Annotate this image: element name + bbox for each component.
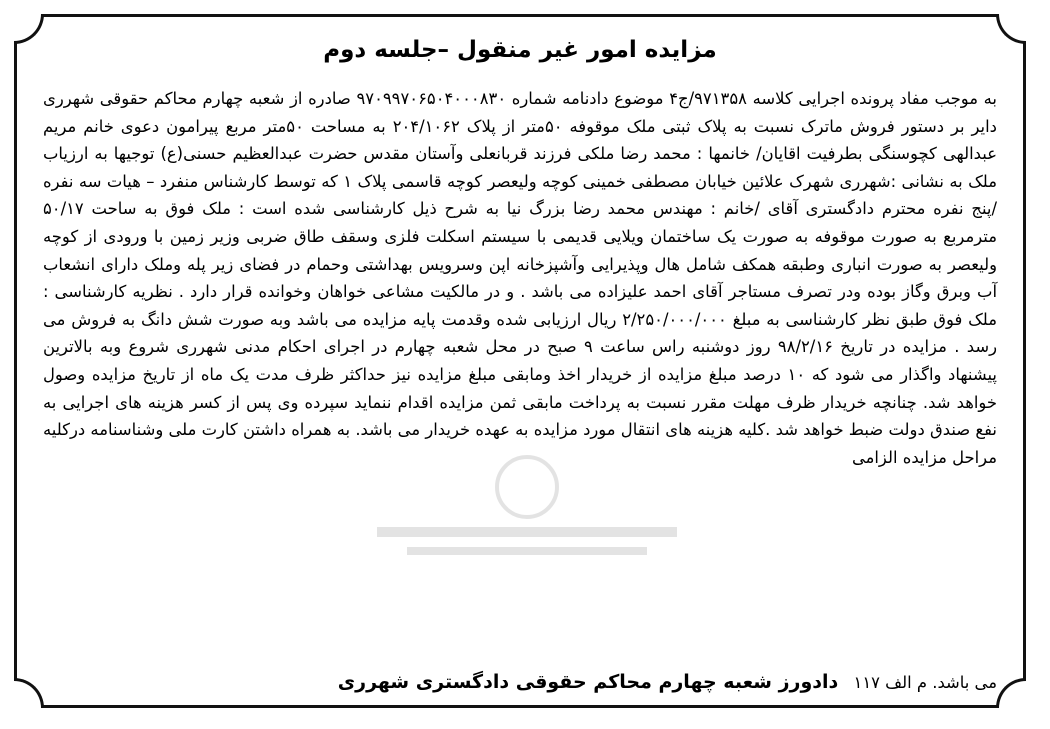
notice-body: به موجب مفاد پرونده اجرایی کلاسه ۹۷۱۳۵۸/ج۴ موضوع دادنامه شماره ۹۷۰۹۹۷۰۶۵۰۴۰۰۰۸۳۰ صادره از شعبه چهارم محاکم حقوقی شهرری دایر بر دستور فروش ماترک نسبت به پلاک ثبتی ملک موقوفه ۵۰متر از پلاک ۲۰۴/۱۰۶۲ به مساحت ۵۰متر مربع پیرامون دعوی خانم مریم عبدالهی کچوسنگی بطرفیت اقایان/ خانمها : محمد رضا ملکی فرزند قربانعلی وآستان مقدس حضرت عبدالعظیم حسنی(ع) توجیها به ارزیاب ملک به نشانی :شهرری شهرک علائین خیابان مصطفی خمینی کوچه ولیعصر کوچه قاسمی پلاک ۱ که توسط کارشناس منفرد – هیات سه نفره /پنج نفره محترم دادگستری آقای /خانم : مهندس محمد رضا بزرگ نیا به شرح ذیل کارشناسی شده است : ملک فوق به ساحت ۵۰/۱۷ مترمربع به صورت موقوفه به صورت یک ساختمان ویلایی قدیمی با سیستم اسکلت فلزی وسقف طاق ضربی وزیر زمین با ورودی از کوچه ولیعصر به صورت انباری وطبقه همکف شامل هال وپذیرایی وآشپزخانه اپن وسرویس بهداشتی وحمام در فضای زیر پله وملک دارای انشعاب آب وبرق وگاز بوده ودر تصرف مستاجر آقای احمد علیزاده می باشد . و در مالکیت مشاعی خواهان وخوانده قرار دارد . نظریه کارشناسی : ملک فوق طبق نظر کارشناسی به مبلغ ۲/۲۵۰/۰۰۰/۰۰۰ ریال ارزیابی شده وقدمت پایه مزایده می باشد وبه صورت شش دانگ به فروش می رسد . مزایده در تاریخ ۹۸/۲/۱۶ روز دوشنبه راس ساعت ۹ صبح در محل شعبه چهارم در اجرای احکام مدنی شهرری شروع وبه بالاترین پیشنهاد واگذار می شود که ۱۰ درصد مبلغ مزایده از خریدار اخذ ومابقی مبلغ مزایده نیز حداکثر ظرف مدت یک ماه از تاریخ مزایده وصول خواهد شد. چنانچه خریدار ظرف مهلت مقرر نسبت به پرداخت مابقی ثمن مزایده اقدام ننماید سپرده وی پس از کسر هزینه های اجرایی به نفع صندق دولت ضبط خواهد شد .کلیه هزینه های انتقال مورد مزایده به عهده خریدار می باشد. به همراه داشتن کارت ملی وشناسنامه درکلیه مراحل مزایده الزامی (43, 89, 998, 467)
notice-title: مزایده امور غیر منقول –جلسه دوم (323, 37, 717, 63)
closing-text: می باشد. م الف ۱۱۷ (853, 673, 997, 692)
notice-closing (43, 671, 997, 693)
auction-notice (14, 14, 1026, 708)
frame-corner (996, 678, 1026, 708)
signature: دادورز شعبه چهارم محاکم حقوقی دادگستری شهرری (337, 671, 839, 693)
frame-corner (14, 678, 44, 708)
